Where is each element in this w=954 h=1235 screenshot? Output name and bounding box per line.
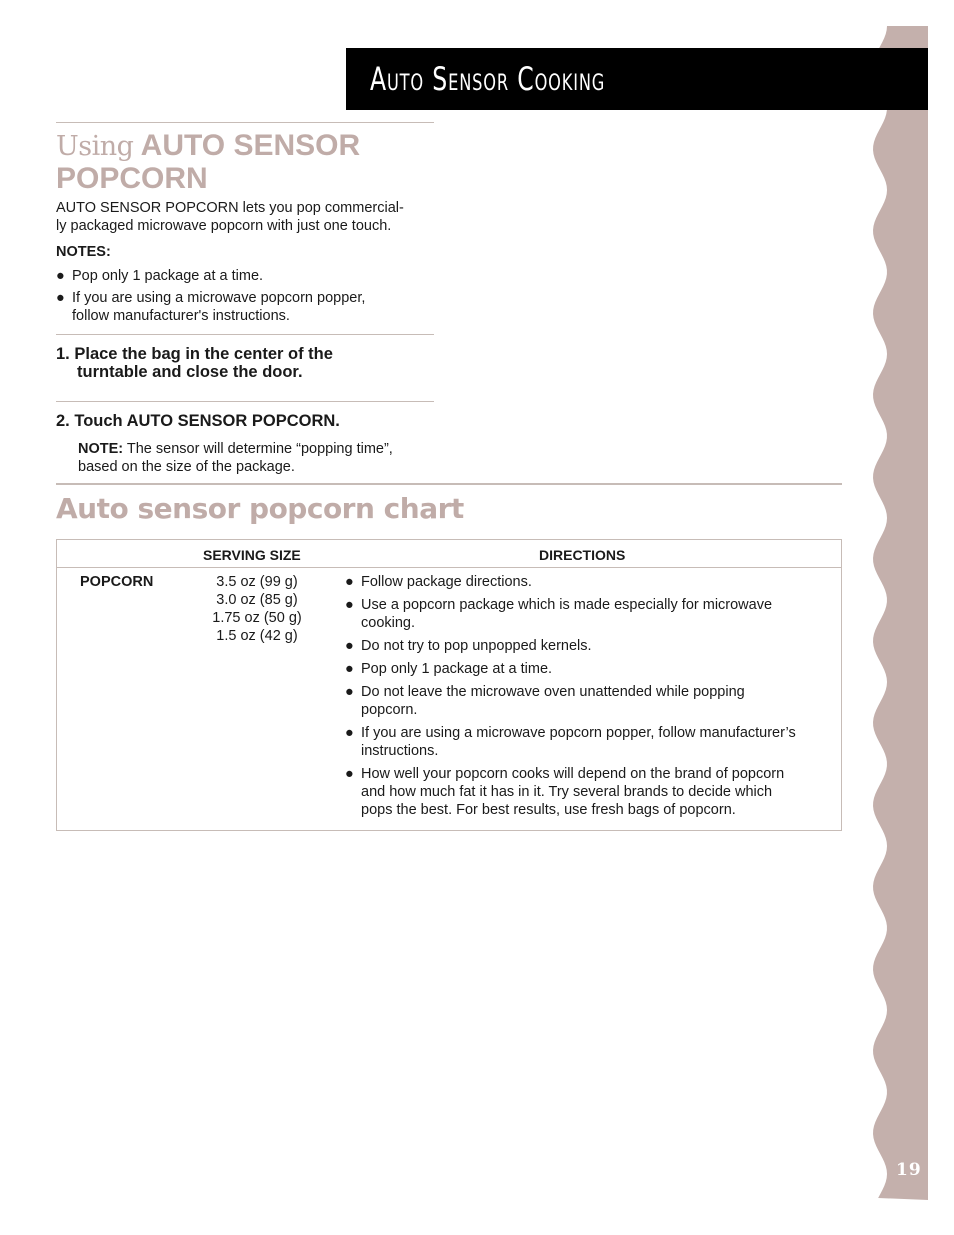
decorative-wavy-strip <box>868 26 928 1200</box>
step-1-line-2: turntable and close the door. <box>77 363 303 381</box>
notes-list <box>56 267 436 329</box>
list-item <box>56 267 436 285</box>
list-item: 3.0 oz (85 g) <box>216 592 298 608</box>
list-item: 1.5 oz (42 g) <box>216 628 298 644</box>
divider-top <box>56 122 434 123</box>
bullet-icon: ● <box>345 638 354 654</box>
bullet-icon: ● <box>345 684 354 700</box>
heading-using: Using <box>56 131 134 162</box>
divider-step <box>56 401 434 402</box>
bullet-icon: ● <box>345 725 354 741</box>
heading-auto-sensor-popcorn: AUTO SENSOR POPCORN <box>56 129 361 195</box>
list-item: 1.75 oz (50 g) <box>212 610 302 626</box>
notes-label: NOTES: <box>56 244 111 260</box>
bullet-icon: ● <box>56 290 65 306</box>
header-bar <box>346 48 928 110</box>
step-2-note <box>78 440 438 476</box>
list-item: 3.5 oz (99 g) <box>216 574 298 590</box>
note-label: NOTE: <box>78 441 124 457</box>
bullet-icon: ● <box>345 574 354 590</box>
direction-text: pops the best. For best results, use fresh bags of popcorn. <box>361 802 736 818</box>
direction-text: popcorn. <box>361 702 418 718</box>
list-item <box>56 289 436 325</box>
list-item <box>345 683 841 719</box>
list-item <box>345 637 841 655</box>
popcorn-chart-table <box>56 539 842 831</box>
bullet-icon: ● <box>56 268 65 284</box>
chart-heading: Auto sensor popcorn chart <box>56 492 464 525</box>
direction-text: Use a popcorn package which is made especially for microwave <box>361 597 773 613</box>
intro-paragraph <box>56 199 440 235</box>
header-divider <box>57 567 841 568</box>
direction-text: cooking. <box>361 615 416 631</box>
note-text: If you are using a microwave popcorn popper, <box>72 290 366 306</box>
column-header-serving-size: SERVING SIZE <box>203 547 301 563</box>
direction-text: Do not leave the microwave oven unattended while popping <box>361 684 745 700</box>
step-2: 2. Touch AUTO SENSOR POPCORN. <box>56 412 340 430</box>
direction-text: Follow package directions. <box>361 574 532 590</box>
list-item <box>345 765 841 819</box>
page-number: 19 <box>896 1160 922 1180</box>
bullet-icon: ● <box>345 766 354 782</box>
step-number: 1. <box>56 345 70 363</box>
list-item <box>345 660 841 678</box>
bullet-icon: ● <box>345 661 354 677</box>
divider-notes <box>56 334 434 335</box>
direction-text: instructions. <box>361 743 439 759</box>
note-text: Pop only 1 package at a time. <box>72 268 264 284</box>
bullet-icon: ● <box>345 597 354 613</box>
direction-text: Pop only 1 package at a time. <box>361 661 553 677</box>
section-heading <box>56 130 436 195</box>
serving-sizes <box>197 573 317 645</box>
page-title: Auto Sensor Cooking <box>370 60 606 98</box>
directions-list <box>345 573 841 824</box>
list-item <box>345 596 841 632</box>
direction-text: Do not try to pop unpopped kernels. <box>361 638 592 654</box>
intro-line-1: AUTO SENSOR POPCORN lets you pop commercial- <box>56 200 404 216</box>
step-1-line-1: Place the bag in the center of the <box>74 345 333 363</box>
intro-line-2: ly packaged microwave popcorn with just one touch. <box>56 218 392 234</box>
direction-text: If you are using a microwave popcorn popper, follow manufacturer’s <box>361 725 796 741</box>
food-name: POPCORN <box>80 574 154 590</box>
note-text: follow manufacturer's instructions. <box>72 308 290 324</box>
list-item <box>345 573 841 591</box>
divider-section <box>56 483 842 485</box>
step-1 <box>56 345 333 381</box>
list-item <box>345 724 841 760</box>
direction-text: How well your popcorn cooks will depend on the brand of popcorn <box>361 766 785 782</box>
note-line-2: based on the size of the package. <box>78 459 295 475</box>
column-header-directions: DIRECTIONS <box>539 547 626 563</box>
note-line-1: The sensor will determine “popping time”, <box>126 441 393 457</box>
direction-text: and how much fat it has in it. Try several brands to decide which <box>361 784 773 800</box>
